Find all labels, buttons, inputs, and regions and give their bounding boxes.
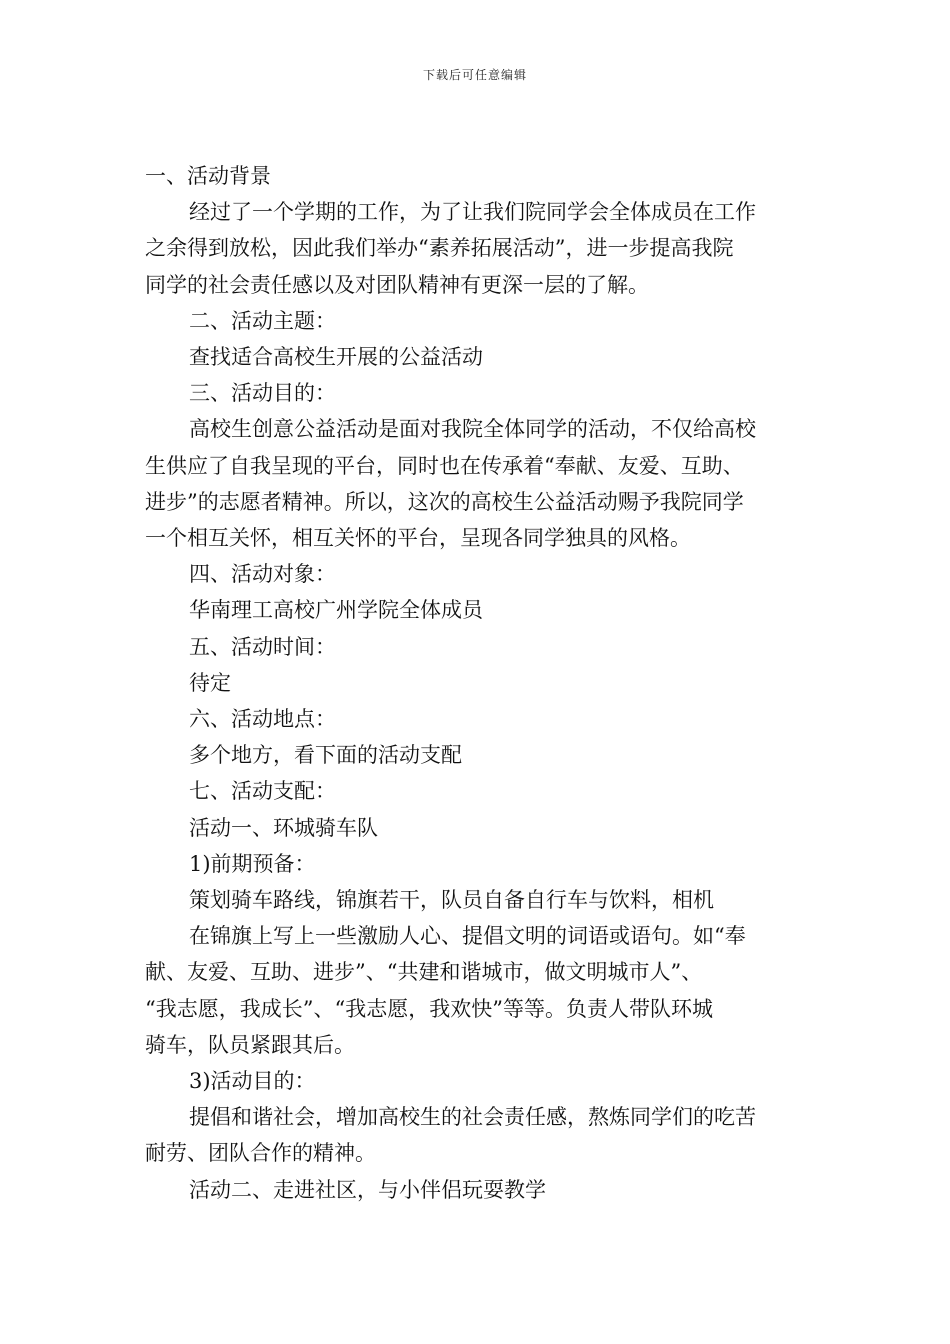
heading-arrangement: 七、活动支配： <box>189 779 336 804</box>
paragraph-line: 在锦旗上写上一些激励人心、提倡文明的词语或语句。如“奉 <box>189 924 746 949</box>
paragraph-line: 骑车，队员紧跟其后。 <box>145 1032 355 1057</box>
paragraph-line: 献、友爱、互助、进步”、“共建和谐城市，做文明城市人”、 <box>145 960 703 985</box>
heading-theme: 二、活动主题： <box>189 308 336 333</box>
paragraph-line: 进步”的志愿者精神。所以，这次的高校生公益活动赐予我院同学 <box>145 489 744 514</box>
heading-location: 六、活动地点： <box>189 707 336 732</box>
subheading-purpose: 3)活动目的： <box>189 1069 316 1094</box>
paragraph-line: 提倡和谐社会，增加高校生的社会责任感，熬炼同学们的吃苦 <box>189 1105 756 1130</box>
header-note: 下载后可任意编辑 <box>422 68 527 82</box>
heading-purpose: 三、活动目的： <box>189 381 336 406</box>
paragraph-line: 策划骑车路线，锦旗若干，队员自备自行车与饮料，相机 <box>189 888 714 913</box>
paragraph-line: 耐劳、团队合作的精神。 <box>145 1141 376 1166</box>
paragraph-line: 之余得到放松，因此我们举办“素养拓展活动”，进一步提高我院 <box>145 236 734 261</box>
paragraph-line: 查找适合高校生开展的公益活动 <box>189 345 483 370</box>
heading-time: 五、活动时间： <box>189 634 336 659</box>
paragraph-line: 生供应了自我呈现的平台，同时也在传承着“奉献、友爱、互助、 <box>145 453 744 478</box>
paragraph-line: 多个地方，看下面的活动支配 <box>189 743 462 768</box>
activity-title: 活动二、走进社区，与小伴侣玩耍教学 <box>189 1177 546 1202</box>
heading-background: 一、活动背景 <box>145 164 271 188</box>
paragraph-line: 华南理工高校广州学院全体成员 <box>189 598 483 623</box>
paragraph-line: 同学的社会责任感以及对团队精神有更深一层的了解。 <box>145 272 649 297</box>
paragraph-line: 经过了一个学期的工作，为了让我们院同学会全体成员在工作 <box>189 200 756 225</box>
paragraph-line: 高校生创意公益活动是面对我院全体同学的活动，不仅给高校 <box>189 417 756 442</box>
paragraph-line: 待定 <box>189 670 231 695</box>
activity-title: 活动一、环城骑车队 <box>189 815 378 840</box>
paragraph-line: 一个相互关怀，相互关怀的平台，呈现各同学独具的风格。 <box>145 526 691 551</box>
paragraph-line: “我志愿，我成长”、“我志愿，我欢快”等等。负责人带队环城 <box>145 996 713 1021</box>
document-body <box>145 158 807 1208</box>
subheading-preparation: 1)前期预备： <box>189 851 316 876</box>
heading-target: 四、活动对象： <box>189 562 336 587</box>
